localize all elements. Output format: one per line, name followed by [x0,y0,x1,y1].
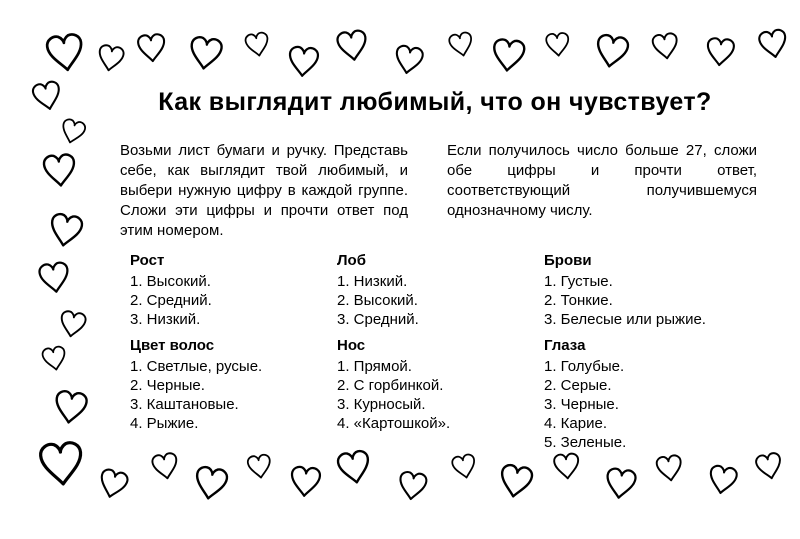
heart-icon [245,32,271,58]
option-item: 4. «Картошкой». [337,415,451,432]
heart-icon [193,466,228,501]
group-title: Рост [130,252,165,269]
option-item: 3. Курносый. [337,396,426,413]
option-item: 2. Серые. [544,377,612,394]
group-title: Нос [337,337,366,354]
group-title: Глаза [544,337,586,354]
heart-icon [492,39,525,72]
group-title: Цвет волос [130,337,215,354]
heart-icon [758,29,788,59]
heart-icon [337,450,372,485]
option-item: 1. Густые. [544,273,613,290]
heart-icon [151,452,179,480]
heart-icon [288,46,318,77]
heart-icon [451,453,477,479]
heart-icon [189,36,223,70]
heart-icon [138,34,166,62]
heart-icon [656,455,683,482]
heart-icon [290,466,320,497]
heart-icon [594,34,629,69]
instructions-paragraph: Возьми лист бумаги и ручку. Представь себе, как выглядит твой любимый, и выбери нужную цифру в каждой группе. Сложи эти цифры и прочти ответ под этим номером. [120,142,408,239]
heart-icon [708,465,738,495]
heart-icon [498,464,533,499]
heart-icon [48,213,83,248]
option-item: 3. Каштановые. [130,396,239,413]
heart-icon [59,310,87,338]
option-item: 1. Прямой. [337,358,412,375]
option-item: 3. Низкий. [130,311,201,328]
heart-icon [54,390,88,424]
option-item: 4. Рыжие. [130,415,199,432]
option-item: 3. Черные. [544,396,619,413]
group-brows [544,251,706,329]
group-title: Лоб [337,252,366,269]
heart-icon [247,454,272,479]
heart-icon [448,31,474,57]
option-item: 2. Черные. [130,377,205,394]
option-item: 1. Низкий. [337,273,408,290]
group-forehead [337,251,419,329]
heart-icon [32,80,63,111]
option-item: 2. Средний. [130,292,212,309]
option-item: 5. Зеленые. [544,434,627,451]
sum-rule-paragraph: Если получилось число больше 27, сложи обе цифры и прочти ответ, соответствующий получившемуся однозначному числу. [447,142,757,219]
heart-icon [97,468,129,500]
option-item: 1. Светлые, русые. [130,358,263,375]
heart-icon [394,45,424,75]
option-item: 3. Белесые или рыжие. [544,311,706,328]
group-eyes [544,336,626,452]
heart-icon [42,346,68,372]
heart-icon [546,33,570,57]
heart-icon [97,44,125,72]
option-item: 2. Высокий. [337,292,418,309]
heart-icon [605,468,637,500]
heart-icon [337,30,369,62]
group-title: Брови [544,252,592,269]
option-item: 3. Средний. [337,311,419,328]
heart-icon [755,452,784,481]
heart-icon [706,38,734,66]
option-item: 2. Тонкие. [544,292,613,309]
group-height [130,251,212,329]
heart-icon [46,33,84,72]
heart-icon [39,262,71,294]
option-item: 1. Голубые. [544,358,625,375]
heart-icon [59,118,86,145]
option-item: 1. Высокий. [130,273,211,290]
group-nose [337,336,450,433]
heart-icon [40,442,83,486]
heart-icon [652,33,679,60]
group-hair-color [130,336,262,433]
option-item: 4. Карие. [544,415,607,432]
heart-icon [43,154,76,187]
heart-icon [554,453,580,479]
option-item: 2. С горбинкой. [337,377,444,394]
heart-icon [398,471,427,501]
page-title: Как выглядит любимый, что он чувствует? [158,88,712,116]
